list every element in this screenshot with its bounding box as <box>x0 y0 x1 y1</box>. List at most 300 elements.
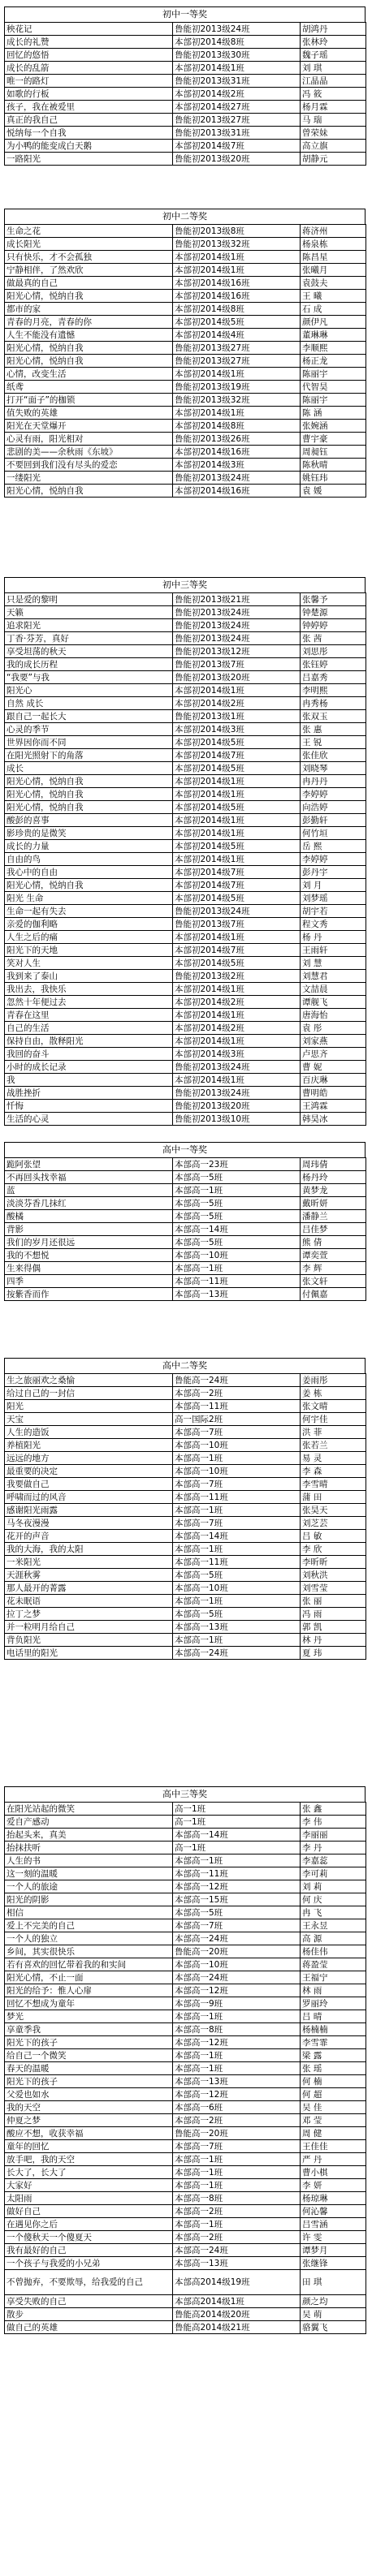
class-cell: 本部高一1班 <box>173 1262 301 1275</box>
essay-title-cell: 我的不想悦 <box>5 1249 173 1262</box>
class-cell: 高一1班 <box>173 1803 301 1816</box>
table-row <box>5 1439 366 1452</box>
class-cell: 本部高一1班 <box>173 2153 301 2166</box>
essay-title-cell: 生命一起有失去 <box>5 905 173 918</box>
student-name-cell: 邓 莹 <box>301 2114 366 2127</box>
student-name-cell: 石 成 <box>301 303 366 316</box>
table-row <box>5 290 366 303</box>
table-row <box>5 2166 366 2179</box>
student-name-cell: 刘 月 <box>301 879 366 892</box>
student-name-cell: 刘梦瑶 <box>301 892 366 905</box>
table-row <box>5 918 366 931</box>
award-table <box>4 592 366 1126</box>
table-row <box>5 355 366 368</box>
table-row <box>5 2321 366 2334</box>
award-table <box>4 1157 366 1301</box>
class-cell: 本部高一1班 <box>173 1184 301 1197</box>
student-name-cell: 吕 敏 <box>301 1530 366 1543</box>
student-name-cell: 张文轩 <box>301 1275 366 1288</box>
student-name-cell: 高立旗 <box>301 140 366 153</box>
table-row <box>5 1608 366 1621</box>
table-row <box>5 316 366 329</box>
class-cell: 本部高一14班 <box>173 1223 301 1236</box>
student-name-cell: 江晶晶 <box>301 75 366 88</box>
student-name-cell: 吕嘉秀 <box>301 671 366 684</box>
essay-title-cell: 最重要的决定 <box>5 1465 173 1478</box>
class-cell: 本部高一8班 <box>173 2192 301 2205</box>
essay-title-cell: 抬抹扶听 <box>5 1842 173 1854</box>
class-cell: 鲁能初2013级24班 <box>173 472 301 485</box>
award-table <box>4 1373 366 1660</box>
table-row <box>5 710 366 723</box>
essay-title-cell: 相信 <box>5 1906 173 1919</box>
class-cell: 本部初2014级8班 <box>173 36 301 49</box>
essay-title-cell: 宁静相伴，了然欢欣 <box>5 264 173 277</box>
student-name-cell: 何 超 <box>301 2088 366 2101</box>
table-row <box>5 1504 366 1517</box>
student-name-cell: 吴 佳 <box>301 2101 366 2114</box>
table-row <box>5 1958 366 1971</box>
student-name-cell: 吕佳梦 <box>301 1223 366 1236</box>
student-name-cell: 彭丹宇 <box>301 866 366 879</box>
class-cell: 鲁能初2013级27班 <box>173 355 301 368</box>
class-cell: 本部高一14班 <box>173 1829 301 1842</box>
essay-title-cell: 忽然十年便过去 <box>5 996 173 1009</box>
student-name-cell: 冯 雨 <box>301 1608 366 1621</box>
student-name-cell: 王 锐 <box>301 736 366 749</box>
section-title: 高中二等奖 <box>4 1358 366 1373</box>
class-cell: 本部高一24班 <box>173 1971 301 1984</box>
table-row <box>5 2114 366 2127</box>
student-name-cell: 杨丹玲 <box>301 1171 366 1184</box>
table-row <box>5 1426 366 1439</box>
student-name-cell: 吴 萌 <box>301 2308 366 2321</box>
essay-title-cell: 悲剧的美——余秋雨《东坡》 <box>5 446 173 459</box>
class-cell: 本部高一5班 <box>173 1171 301 1184</box>
student-name-cell: 袁 媛 <box>301 485 366 498</box>
table-row <box>5 1223 366 1236</box>
essay-title-cell: 一个人的旅途 <box>5 1880 173 1893</box>
class-cell: 本部初2014级5班 <box>173 762 301 775</box>
student-name-cell: 刘 琪 <box>301 62 366 75</box>
class-cell: 本部初2014级5班 <box>173 840 301 853</box>
class-cell: 鲁能高一20班 <box>173 2127 301 2140</box>
student-name-cell: 张若兰 <box>301 1439 366 1452</box>
class-cell: 本部高一2班 <box>173 1387 301 1400</box>
table-row <box>5 485 366 498</box>
class-cell: 本部高一6班 <box>173 2101 301 2114</box>
table-row <box>5 114 366 127</box>
student-name-cell: 骆翼飞 <box>301 2321 366 2334</box>
table-row <box>5 264 366 277</box>
table-row <box>5 788 366 801</box>
student-name-cell: 杨泉栋 <box>301 238 366 251</box>
essay-title-cell: 一个孩子与我爱的小兄弟 <box>5 2257 173 2270</box>
table-row <box>5 1035 366 1048</box>
table-row <box>5 127 366 140</box>
student-name-cell: 曹宇豪 <box>301 433 366 446</box>
class-cell: 鲁能初2013级2班 <box>173 970 301 983</box>
table-row <box>5 827 366 840</box>
student-name-cell: 姜雨彤 <box>301 1374 366 1387</box>
student-name-cell: 王鸿霖 <box>301 1100 366 1113</box>
student-name-cell: 李昕昕 <box>301 1556 366 1569</box>
table-row <box>5 1074 366 1087</box>
table-row <box>5 2153 366 2166</box>
essay-title-cell: 阳光心 <box>5 684 173 697</box>
table-row <box>5 1275 366 1288</box>
class-cell: 本部初2014级1班 <box>173 775 301 788</box>
student-name-cell: 袁鼓夫 <box>301 277 366 290</box>
student-name-cell: 熊 倩 <box>301 1236 366 1249</box>
section-title: 高中一等奖 <box>4 1142 366 1157</box>
essay-title-cell: 淡淡芬香几抹红 <box>5 1197 173 1210</box>
essay-title-cell: 人生的造饭 <box>5 1426 173 1439</box>
student-name-cell: 曹 妮 <box>301 1061 366 1074</box>
class-cell: 本部高一9班 <box>173 1997 301 2010</box>
table-row <box>5 1829 366 1842</box>
award-table <box>4 22 366 166</box>
class-cell: 本部初2014级7班 <box>173 866 301 879</box>
student-name-cell: 韩昊冰 <box>301 1113 366 1126</box>
table-row <box>5 1945 366 1958</box>
essay-title-cell: 阳光心情，悦纳自我 <box>5 788 173 801</box>
table-row <box>5 1009 366 1022</box>
essay-title-cell: 跟自己一起长大 <box>5 710 173 723</box>
student-name-cell: 张钰婷 <box>301 658 366 671</box>
table-row <box>5 1854 366 1867</box>
table-row <box>5 619 366 632</box>
essay-title-cell: 阳光下的天地 <box>5 944 173 957</box>
student-name-cell: 杨佳伟 <box>301 1945 366 1958</box>
table-row <box>5 1893 366 1906</box>
class-cell: 本部高一10班 <box>173 1958 301 1971</box>
table-row <box>5 2127 366 2140</box>
essay-title-cell: 梦光 <box>5 2010 173 2023</box>
student-name-cell: 冯 筱 <box>301 88 366 101</box>
essay-title-cell: 一米阳光 <box>5 1556 173 1569</box>
class-cell: 本部初2014级3班 <box>173 723 301 736</box>
class-cell: 本部初2014级7班 <box>173 140 301 153</box>
class-cell: 本部初2014级3班 <box>173 459 301 472</box>
class-cell: 鲁能初2013级7班 <box>173 918 301 931</box>
student-name-cell: 严 丹 <box>301 2153 366 2166</box>
class-cell: 本部高一7班 <box>173 2140 301 2153</box>
class-cell: 本部高一24班 <box>173 1647 301 1660</box>
table-row <box>5 303 366 316</box>
student-name-cell: 梁 露 <box>301 2049 366 2062</box>
class-cell: 本部初2014级1班 <box>173 684 301 697</box>
table-row <box>5 1184 366 1197</box>
essay-title-cell: 生命之花 <box>5 225 173 238</box>
student-name-cell: 刘秋洪 <box>301 1569 366 1582</box>
table-row <box>5 381 366 394</box>
section-title: 初中二等奖 <box>4 209 366 224</box>
student-name-cell: 李 伟 <box>301 1816 366 1829</box>
essay-title-cell: 感谢阳光雨露 <box>5 1504 173 1517</box>
essay-title-cell: 做最真的自己 <box>5 277 173 290</box>
essay-title-cell: 回忆的悠悟 <box>5 49 173 62</box>
student-name-cell: 易 灵 <box>301 1452 366 1465</box>
essay-title-cell: 我心中的自由 <box>5 866 173 879</box>
class-cell: 本部高一5班 <box>173 1569 301 1582</box>
table-row <box>5 1919 366 1932</box>
student-name-cell: 何宇佳 <box>301 1413 366 1426</box>
class-cell: 本部高一8班 <box>173 2023 301 2036</box>
table-row <box>5 723 366 736</box>
class-cell: 本部高一13班 <box>173 2075 301 2088</box>
table-row <box>5 853 366 866</box>
class-cell: 本部初2014级1班 <box>173 264 301 277</box>
essay-title-cell: 阳光下的孩子 <box>5 2036 173 2049</box>
table-row <box>5 1061 366 1074</box>
essay-title-cell: 成长阳光 <box>5 238 173 251</box>
class-cell: 鲁能初2013级24班 <box>173 606 301 619</box>
essay-title-cell: 纸鸢 <box>5 381 173 394</box>
essay-title-cell: 自由的鸟 <box>5 853 173 866</box>
table-row <box>5 251 366 264</box>
award-table <box>4 224 366 498</box>
class-cell: 本部初2014级1班 <box>173 983 301 996</box>
essay-title-cell: 天籁 <box>5 606 173 619</box>
table-row <box>5 1595 366 1608</box>
student-name-cell: 张婉涵 <box>301 420 366 433</box>
table-row <box>5 866 366 879</box>
class-cell: 本部高一1班 <box>173 2218 301 2231</box>
essay-title-cell: 天宝 <box>5 1413 173 1426</box>
student-name-cell: 李雪霏 <box>301 2036 366 2049</box>
student-name-cell: 张林玲 <box>301 36 366 49</box>
award-section <box>4 1358 366 1660</box>
table-row <box>5 970 366 983</box>
class-cell: 本部高一1班 <box>173 1504 301 1517</box>
table-row <box>5 140 366 153</box>
section-title: 高中三等奖 <box>4 1786 366 1802</box>
essay-title-cell: 享受失败的自己 <box>5 2295 173 2308</box>
student-name-cell: 刘家燕 <box>301 1035 366 1048</box>
class-cell: 鲁能初2013级20班 <box>173 1100 301 1113</box>
essay-title-cell: 酸应不想，收获幸福 <box>5 2127 173 2140</box>
student-name-cell: 张 丽 <box>301 1595 366 1608</box>
table-row <box>5 996 366 1009</box>
essay-title-cell: 抬起头来，真美 <box>5 1829 173 1842</box>
table-row <box>5 2049 366 2062</box>
essay-title-cell: 做自己的英雄 <box>5 2321 173 2334</box>
table-row <box>5 2075 366 2088</box>
class-cell: 本部初2014级5班 <box>173 892 301 905</box>
class-cell: 本部初2014级5班 <box>173 957 301 970</box>
table-row <box>5 1816 366 1829</box>
table-row <box>5 23 366 36</box>
student-name-cell: 陈昌星 <box>301 251 366 264</box>
essay-title-cell: 背负阳光 <box>5 1634 173 1647</box>
class-cell: 鲁能初2013级30班 <box>173 49 301 62</box>
table-row <box>5 905 366 918</box>
essay-title-cell: 并一粒明月给自己 <box>5 1621 173 1634</box>
student-name-cell: 郭 凯 <box>301 1621 366 1634</box>
table-row <box>5 2218 366 2231</box>
essay-title-cell: 生之旅丽欢之桑愉 <box>5 1374 173 1387</box>
table-row <box>5 2101 366 2114</box>
student-name-cell: 王福宁 <box>301 1971 366 1984</box>
student-name-cell: 张佳欣 <box>301 749 366 762</box>
table-row <box>5 1984 366 1997</box>
class-cell: 本部初2014级16班 <box>173 446 301 459</box>
student-name-cell: 夏 玮 <box>301 1647 366 1660</box>
essay-title-cell: 做好自己 <box>5 2205 173 2218</box>
essay-title-cell: 享童季我 <box>5 2023 173 2036</box>
essay-title-cell: 马冬夜漫漫 <box>5 1517 173 1530</box>
class-cell: 本部高一5班 <box>173 1236 301 1249</box>
class-cell: 本部初2014级2班 <box>173 697 301 710</box>
class-cell: 本部高一2班 <box>173 2231 301 2244</box>
class-cell: 本部初2014级5班 <box>173 316 301 329</box>
student-name-cell: 李 欣 <box>301 1543 366 1556</box>
student-name-cell: 潘静兰 <box>301 1210 366 1223</box>
class-cell: 本部高一5班 <box>173 1210 301 1223</box>
section-title: 初中一等奖 <box>4 6 366 22</box>
student-name-cell: 陈丽宇 <box>301 368 366 381</box>
essay-title-cell: 亲爱的伽利略 <box>5 918 173 931</box>
student-name-cell: 刘思彤 <box>301 645 366 658</box>
table-row <box>5 36 366 49</box>
table-row <box>5 1100 366 1113</box>
essay-title-cell: 打开“面子”的枷锁 <box>5 394 173 407</box>
table-row <box>5 1932 366 1945</box>
essay-title-cell: 唯一的路灯 <box>5 75 173 88</box>
essay-title-cell: 背影 <box>5 1223 173 1236</box>
class-cell: 本部初2014级1班 <box>173 368 301 381</box>
student-name-cell: 王 曦 <box>301 290 366 303</box>
essay-title-cell: 自己的生活 <box>5 1022 173 1035</box>
student-name-cell: 周玮倩 <box>301 1158 366 1171</box>
class-cell: 本部高一5班 <box>173 1197 301 1210</box>
essay-title-cell: 不再回头找幸福 <box>5 1171 173 1184</box>
class-cell: 本部初2014级2班 <box>173 1022 301 1035</box>
essay-title-cell: 爱自产感动 <box>5 1816 173 1829</box>
student-name-cell: 杨 丹 <box>301 931 366 944</box>
table-row <box>5 1452 366 1465</box>
table-row <box>5 1262 366 1275</box>
essay-title-cell: 我到来了泰山 <box>5 970 173 983</box>
student-name-cell: 颜之均 <box>301 2295 366 2308</box>
essay-title-cell: 大家好 <box>5 2179 173 2192</box>
student-name-cell: 董琳琳 <box>301 329 366 342</box>
table-row <box>5 101 366 114</box>
student-name-cell: 曾荣妹 <box>301 127 366 140</box>
student-name-cell: 吕 晴 <box>301 2010 366 2023</box>
student-name-cell: 何 庆 <box>301 1893 366 1906</box>
student-name-cell: 唐海怡 <box>301 1009 366 1022</box>
essay-title-cell: 阳光的阴影 <box>5 1893 173 1906</box>
student-name-cell: 张馨予 <box>301 593 366 606</box>
table-row <box>5 1374 366 1387</box>
student-name-cell: 彭勤轩 <box>301 814 366 827</box>
essay-title-cell: 如歌的行板 <box>5 88 173 101</box>
table-row <box>5 1621 366 1634</box>
essay-title-cell: 父爱也如水 <box>5 2088 173 2101</box>
table-row <box>5 775 366 788</box>
class-cell: 鲁能初2013级20班 <box>173 671 301 684</box>
essay-title-cell: 笑对人生 <box>5 957 173 970</box>
essay-title-cell: 一个人的独立 <box>5 1932 173 1945</box>
student-name-cell: 杨楠楠 <box>301 2023 366 2036</box>
class-cell: 鲁能初2013级26班 <box>173 433 301 446</box>
class-cell: 鲁能初2013级19班 <box>173 381 301 394</box>
essay-title-cell: 阳光心情，悦纳自我 <box>5 290 173 303</box>
student-name-cell: 杨正龙 <box>301 355 366 368</box>
essay-title-cell: 阳光在天堂爆开 <box>5 420 173 433</box>
table-row <box>5 1842 366 1854</box>
table-row <box>5 225 366 238</box>
class-cell: 本部高一15班 <box>173 1893 301 1906</box>
class-cell: 本部高一13班 <box>173 1621 301 1634</box>
essay-title-cell: 成长的礼赞 <box>5 36 173 49</box>
essay-title-cell: 在阳光站起的微笑 <box>5 1803 173 1816</box>
class-cell: 本部高一1班 <box>173 1854 301 1867</box>
student-name-cell: 李 森 <box>301 1465 366 1478</box>
essay-title-cell: 人生的书 <box>5 1854 173 1867</box>
class-cell: 本部高一7班 <box>173 1517 301 1530</box>
table-row <box>5 238 366 251</box>
class-cell: 本部初2014级1班 <box>173 853 301 866</box>
table-row <box>5 88 366 101</box>
student-name-cell: 冉秀杨 <box>301 697 366 710</box>
table-row <box>5 957 366 970</box>
student-name-cell: 杨琼琳 <box>301 2192 366 2205</box>
essay-title-cell: 我出去，我快乐 <box>5 983 173 996</box>
table-row <box>5 879 366 892</box>
essay-title-cell: 给自己一个微笑 <box>5 2049 173 2062</box>
class-cell: 本部高一23班 <box>173 1158 301 1171</box>
essay-title-cell: 乡间，其实很快乐 <box>5 1945 173 1958</box>
table-row <box>5 632 366 645</box>
table-row <box>5 1249 366 1262</box>
essay-title-cell: 值失败的英雄 <box>5 407 173 420</box>
class-cell: 本部高2014级19班 <box>173 2270 301 2295</box>
class-cell: 鲁能初2013级24班 <box>173 632 301 645</box>
class-cell: 本部高一7班 <box>173 1426 301 1439</box>
essay-title-cell: 成长的力量 <box>5 840 173 853</box>
essay-title-cell: 阳光心情，不止一面 <box>5 1971 173 1984</box>
student-name-cell: 谭奕萱 <box>301 1249 366 1262</box>
essay-title-cell: 在阳光照射下的角落 <box>5 749 173 762</box>
essay-title-cell: 小时的成长记录 <box>5 1061 173 1074</box>
table-row <box>5 1491 366 1504</box>
student-name-cell: 何沁馨 <box>301 2205 366 2218</box>
class-cell: 本部初2014级3班 <box>173 1048 301 1061</box>
award-section <box>4 209 366 498</box>
essay-title-cell: 阳光下的孩子 <box>5 2075 173 2088</box>
student-name-cell: 向浩婷 <box>301 801 366 814</box>
student-name-cell: 张 鑫 <box>301 1803 366 1816</box>
class-cell: 鲁能高2014级21班 <box>173 2321 301 2334</box>
essay-title-cell: 丁香·芬芳，真好 <box>5 632 173 645</box>
class-cell: 本部初2014级1班 <box>173 827 301 840</box>
table-row <box>5 2244 366 2257</box>
essay-title-cell: 按紫香而作 <box>5 1288 173 1301</box>
student-name-cell: 林 雨 <box>301 1984 366 1997</box>
class-cell: 本部高一7班 <box>173 1478 301 1491</box>
student-name-cell: 蒋盈莹 <box>301 1958 366 1971</box>
student-name-cell: 李明熙 <box>301 684 366 697</box>
table-row <box>5 277 366 290</box>
table-row <box>5 2205 366 2218</box>
essay-title-cell: 真正的我自己 <box>5 114 173 127</box>
class-cell: 鲁能初2013级27班 <box>173 114 301 127</box>
student-name-cell: 许 雯 <box>301 2231 366 2244</box>
student-name-cell: 颜伊凡 <box>301 316 366 329</box>
